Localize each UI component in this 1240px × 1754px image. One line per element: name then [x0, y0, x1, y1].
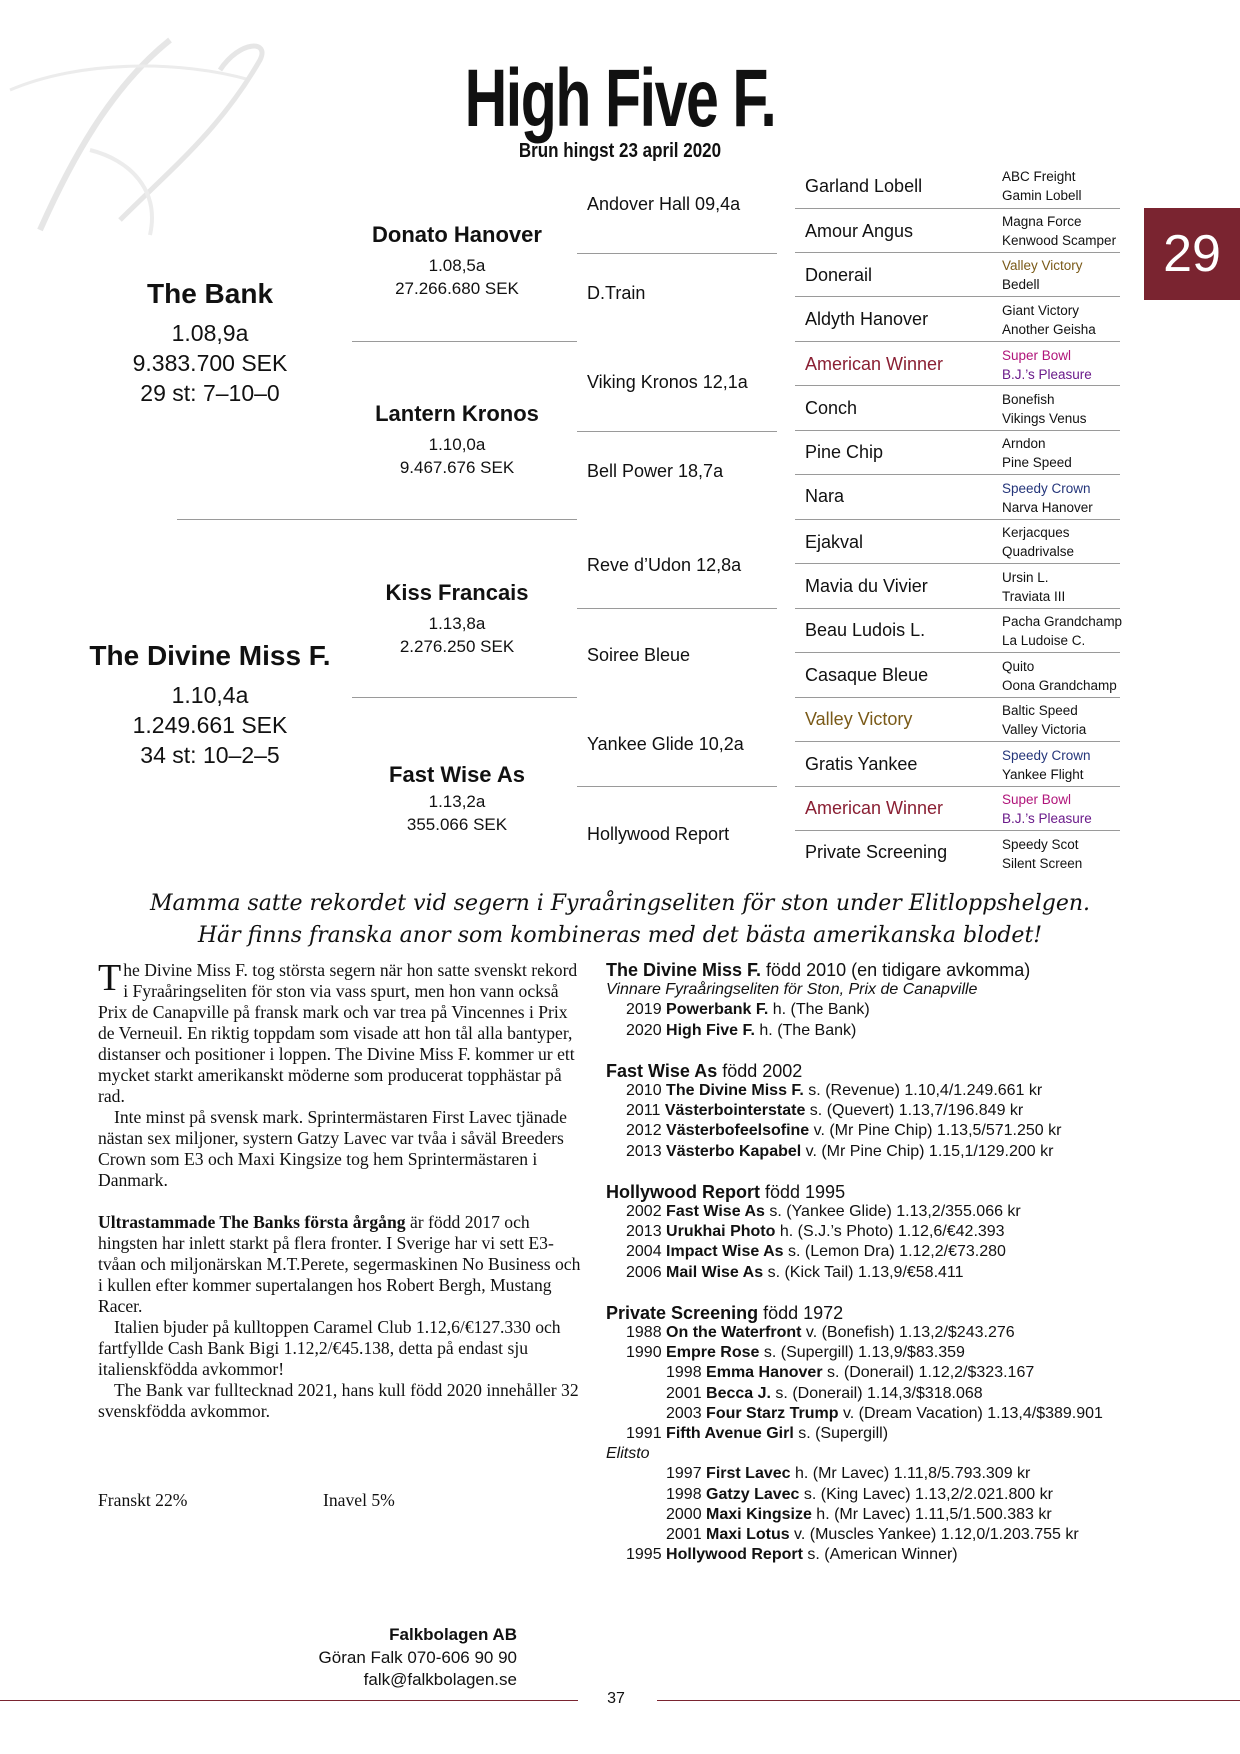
g5-name: Narva Hanover — [1002, 500, 1093, 515]
progeny-heading: Hollywood Report född 1995 — [606, 1181, 846, 1202]
g2-name: Lantern Kronos — [375, 401, 539, 426]
g4-name: American Winner — [805, 354, 944, 374]
g5-pair — [1002, 835, 1082, 873]
g2-record: 2.276.250 SEK — [399, 637, 515, 656]
pedigree-divider — [795, 652, 1120, 653]
progeny-entry: 1991 Fifth Avenue Girl s. (Supergill) — [626, 1425, 889, 1443]
progeny-entry: 1998 Emma Hanover s. (Donerail) 1.12,2/$323.167 — [666, 1364, 1035, 1382]
sire-record-starts: 29 st: 7–10–0 — [140, 380, 280, 406]
pedigree-divider — [795, 474, 1120, 475]
g5-pair — [1002, 746, 1091, 784]
g5-name: Baltic Speed — [1002, 703, 1078, 718]
footer-rule — [0, 1700, 578, 1701]
page-number: 37 — [607, 1690, 625, 1707]
g5-name: ABC Freight — [1002, 169, 1076, 184]
g2-record: 355.066 SEK — [406, 815, 508, 834]
g2-name: Donato Hanover — [372, 222, 542, 247]
g2-record: 1.08,5a — [428, 256, 486, 275]
progeny-entry: 1995 Hollywood Report s. (American Winner) — [626, 1546, 958, 1564]
pedigree-divider — [577, 608, 777, 609]
g2-name: Kiss Francais — [385, 580, 529, 605]
g5-name: Another Geisha — [1002, 322, 1096, 337]
g5-name: Arndon — [1002, 436, 1046, 451]
progeny-note: Vinnare Fyraåringseliten för Ston, Prix de Canapville — [606, 981, 978, 999]
dam-name: The Divine Miss F. — [89, 640, 331, 671]
g5-name: La Ludoise C. — [1002, 633, 1086, 648]
drop-cap: T — [98, 957, 122, 999]
progeny-entry: 2000 Maxi Kingsize h. (Mr Lavec) 1.11,5/1.500.383 kr — [666, 1505, 1052, 1523]
progeny-heading: The Divine Miss F. född 2010 (en tidigare avkomma) — [606, 960, 1031, 980]
progeny-entry: 1997 First Lavec h. (Mr Lavec) 1.11,8/5.793.309 kr — [666, 1465, 1031, 1483]
body-paragraph: Italien bjuder på kulltoppen Caramel Club 1.12,6/€127.330 och fartfyllde Cash Bank Bigi 1.12,2/€45.138, detta på endast sju italienskfödda avkommor! — [98, 1317, 561, 1379]
pedigree-divider — [352, 697, 577, 698]
pedigree-divider — [577, 431, 777, 432]
g5-name: Vikings Venus — [1002, 411, 1087, 426]
g5-pair — [1002, 701, 1086, 739]
g4-name: Valley Victory — [805, 709, 913, 729]
quote-line: Mamma satte rekordet vid segern i Fyraåringseliten för ston under Elitloppshelgen. — [149, 891, 1091, 916]
pedigree-divider — [795, 830, 1120, 831]
pull-quote — [100, 888, 1140, 952]
g3-name: Andover Hall 09,4a — [587, 194, 741, 214]
dam-record-starts: 34 st: 10–2–5 — [140, 742, 280, 768]
g4-name: Conch — [805, 398, 858, 418]
g5-name: B.J.’s Pleasure — [1002, 811, 1092, 826]
page-subtitle: Brun hingst 23 april 2020 — [518, 140, 722, 162]
g5-pair — [1002, 790, 1092, 828]
g5-name: Super Bowl — [1002, 348, 1072, 363]
g5-name: Kerjacques — [1002, 525, 1070, 540]
g5-pair — [1002, 346, 1092, 384]
g4-name: Garland Lobell — [805, 176, 923, 196]
g2-entry — [337, 762, 577, 836]
progeny-entry: 2013 Västerbo Kapabel v. (Mr Pine Chip) 1.15,1/129.200 kr — [626, 1142, 1054, 1160]
g5-name: Giant Victory — [1002, 303, 1080, 318]
progeny-entry: 2001 Becca J. s. (Donerail) 1.14,3/$318.068 — [666, 1384, 983, 1402]
pedigree-divider — [795, 741, 1120, 742]
progeny-entry: 2013 Urukhai Photo h. (S.J.’s Photo) 1.12,6/€42.393 — [626, 1223, 1005, 1241]
g5-name: Kenwood Scamper — [1002, 233, 1117, 248]
lead-in: Ultrastammade The Banks första årgång — [98, 1212, 406, 1232]
g5-name: Traviata III — [1002, 589, 1066, 604]
g5-pair — [1002, 301, 1096, 339]
g2-name: Fast Wise As — [389, 762, 525, 787]
progeny-entry: 2006 Mail Wise As s. (Kick Tail) 1.13,9/€58.411 — [626, 1263, 964, 1281]
pedigree-divider — [795, 786, 1120, 787]
pedigree-divider — [177, 519, 577, 520]
page-title: High Five F. — [464, 53, 776, 144]
sire-block — [110, 278, 310, 408]
progeny-entry: 1998 Gatzy Lavec s. (King Lavec) 1.13,2/2.021.800 kr — [666, 1485, 1053, 1503]
progeny-entry: 2019 Powerbank F. h. (The Bank) — [626, 1001, 870, 1019]
g2-entry — [337, 222, 577, 300]
g4-name: Donerail — [805, 265, 873, 285]
g4-name: Gratis Yankee — [805, 754, 918, 774]
g2-record: 27.266.680 SEK — [395, 279, 519, 298]
pedigree-divider — [795, 563, 1120, 564]
pedigree-divider — [795, 519, 1120, 520]
g2-record: 1.13,8a — [428, 614, 486, 633]
g5-pair — [1002, 167, 1082, 205]
progeny-heading: Private Screening född 1972 — [606, 1302, 844, 1323]
g2-entry — [337, 401, 577, 479]
g5-name: Silent Screen — [1002, 856, 1083, 871]
progeny-entry: 2020 High Five F. h. (The Bank) — [626, 1021, 857, 1039]
dam-record-earnings: 1.249.661 SEK — [132, 712, 288, 738]
g4-name: Ejakval — [805, 532, 864, 552]
g2-entry — [337, 580, 577, 658]
pedigree-divider — [795, 430, 1120, 431]
progeny-entry: 2012 Västerbofeelsofine v. (Mr Pine Chip) 1.13,5/571.250 kr — [626, 1122, 1062, 1140]
g5-pair — [1002, 212, 1116, 250]
g5-pair — [1002, 434, 1072, 472]
spacer — [606, 1041, 1166, 1061]
g3-name: Viking Kronos 12,1a — [587, 372, 748, 392]
progeny-entry: 2010 The Divine Miss F. s. (Revenue) 1.10,4/1.249.661 kr — [626, 1082, 1043, 1100]
sire-record-earnings: 9.383.700 SEK — [132, 350, 288, 376]
g3-name: Reve d’Udon 12,8a — [587, 555, 742, 575]
g5-name: Quadrivalse — [1002, 544, 1075, 559]
body-paragraph: The Divine Miss F. tog största segern när hon satte svenskt rekord i Fyraåringseliten för ston via vass spurt, men hon vann också Prix de Canapville på fransk mark och var trea på Vincennes i Prix de Verneuil. En riktig toppdam som visade att hon tål alla bantyper, distanser och positioner i loppen. The Divine Miss F. kommer ur ett mycket starkt amerikanskt möderne som producerat topphästar på rad. — [98, 957, 578, 1106]
g4-name: Mavia du Vivier — [805, 576, 928, 596]
g5-name: Oona Grandchamp — [1002, 678, 1117, 693]
pedigree-divider — [795, 385, 1120, 386]
progeny-heading: Fast Wise As född 2002 — [606, 1060, 803, 1081]
footer-rule — [657, 1700, 1240, 1701]
progeny-entry: 2011 Västerbointerstate s. (Quevert) 1.13,7/196.849 kr — [626, 1102, 1024, 1120]
article-body — [98, 957, 583, 1422]
g3-name: Hollywood Report — [587, 824, 730, 844]
g5-name: Quito — [1002, 659, 1035, 674]
g4-name: Amour Angus — [805, 221, 914, 241]
body-paragraph: Inte minst på svensk mark. Sprintermästaren First Lavec tjänade nästan sex miljoner, systern Gatzy Lavec var tvåa i såväl Breeders Crown som E3 och Maxi Kingsize tog hem Sprintermästaren i Danmark. — [98, 1107, 567, 1190]
contact-email: falk@falkbolagen.se — [363, 1670, 517, 1689]
progeny-entry: 2003 Four Starz Trump v. (Dream Vacation) 1.13,4/$389.901 — [666, 1404, 1103, 1422]
stat-inbreeding: Inavel 5% — [323, 1490, 395, 1510]
g4-name: Private Screening — [805, 842, 948, 862]
g3-name: Bell Power 18,7a — [587, 461, 724, 481]
pedigree-divider — [577, 253, 777, 254]
g5-name: Speedy Crown — [1002, 748, 1091, 763]
g4-name: American Winner — [805, 798, 944, 818]
g4-name: Aldyth Hanover — [805, 309, 929, 329]
g5-name: Valley Victory — [1002, 258, 1083, 273]
g5-name: Magna Force — [1002, 214, 1082, 229]
progeny-entry: 1990 Empre Rose s. (Supergill) 1.13,9/$83.359 — [626, 1344, 965, 1362]
g5-pair — [1002, 657, 1117, 695]
g2-record: 1.10,0a — [428, 435, 486, 454]
g4-name: Pine Chip — [805, 442, 884, 462]
g5-name: Speedy Crown — [1002, 481, 1091, 496]
pedigree-divider — [577, 786, 777, 787]
g4-name: Beau Ludois L. — [805, 620, 926, 640]
g5-name: Speedy Scot — [1002, 837, 1079, 852]
progeny-entry: 2002 Fast Wise As s. (Yankee Glide) 1.13,2/355.066 kr — [626, 1203, 1021, 1221]
g4-name: Nara — [805, 486, 845, 506]
g3-name: Yankee Glide 10,2a — [587, 734, 744, 754]
progeny-entry: 2004 Impact Wise As s. (Lemon Dra) 1.12,2/€73.280 — [626, 1243, 1006, 1261]
g5-name: Bedell — [1002, 277, 1040, 292]
progeny-list — [606, 960, 1166, 1565]
g3-name: Soiree Bleue — [587, 645, 691, 665]
g5-name: Gamin Lobell — [1002, 188, 1082, 203]
g2-record: 9.467.676 SEK — [399, 458, 515, 477]
footer-contact — [240, 1624, 517, 1692]
page-badge: 29 — [1144, 208, 1240, 300]
progeny-entry: 1988 On the Waterfront v. (Bonefish) 1.13,2/$243.276 — [626, 1324, 1015, 1342]
g3-name: D.Train — [587, 283, 646, 303]
contact-phone: Göran Falk 070-606 90 90 — [318, 1647, 517, 1667]
quote-line: Här finns franska anor som kombineras med det bästa amerikanska blodet! — [197, 923, 1043, 948]
g5-name: Yankee Flight — [1002, 767, 1084, 782]
pedigree-divider — [795, 697, 1120, 698]
pedigree-divider — [795, 252, 1120, 253]
dam-record-time: 1.10,4a — [171, 682, 249, 708]
spacer — [606, 1283, 1166, 1303]
pedigree-divider — [352, 341, 577, 342]
pedigree-divider — [795, 208, 1120, 209]
g2-record: 1.13,2a — [428, 792, 486, 811]
g5-name: Valley Victoria — [1002, 722, 1087, 737]
g5-pair — [1002, 479, 1093, 517]
progeny-note: Elitsto — [606, 1445, 650, 1463]
g5-pair — [1002, 256, 1083, 294]
g5-pair — [1002, 568, 1065, 606]
g4-name: Casaque Bleue — [805, 665, 929, 685]
sire-record-time: 1.08,9a — [171, 320, 249, 346]
progeny-entry: 2001 Maxi Lotus v. (Muscles Yankee) 1.12,0/1.203.755 kr — [666, 1526, 1079, 1544]
g5-pair — [1002, 390, 1087, 428]
pedigree-divider — [795, 608, 1120, 609]
g5-name: Super Bowl — [1002, 792, 1072, 807]
pedigree-divider — [795, 341, 1120, 342]
spacer — [606, 1162, 1166, 1182]
body-paragraph: Ultrastammade The Banks första årgång är född 2017 och hingsten har inlett starkt på flera fronter. I Sverige har vi sett E3-tvåan och miljonärskan M.T.Perete, segermaskinen No Business och i kullen efter kommer supertalangen hos Robert Bergh, Mustang Racer. — [98, 1212, 581, 1316]
g5-name: B.J.’s Pleasure — [1002, 367, 1092, 382]
dam-block — [85, 640, 335, 770]
stat-french: Franskt 22% — [98, 1490, 188, 1510]
g5-name: Ursin L. — [1002, 570, 1049, 585]
company-name: Falkbolagen AB — [389, 1625, 517, 1644]
g5-name: Pine Speed — [1002, 455, 1072, 470]
body-paragraph: The Bank var fulltecknad 2021, hans kull född 2020 innehåller 32 svenskfödda avkommor. — [98, 1380, 579, 1421]
g5-pair — [1002, 612, 1122, 650]
sire-name: The Bank — [146, 278, 274, 309]
g5-pair — [1002, 523, 1074, 561]
g5-name: Bonefish — [1002, 392, 1055, 407]
g5-name: Pacha Grandchamp — [1002, 614, 1123, 629]
pedigree-divider — [795, 296, 1120, 297]
